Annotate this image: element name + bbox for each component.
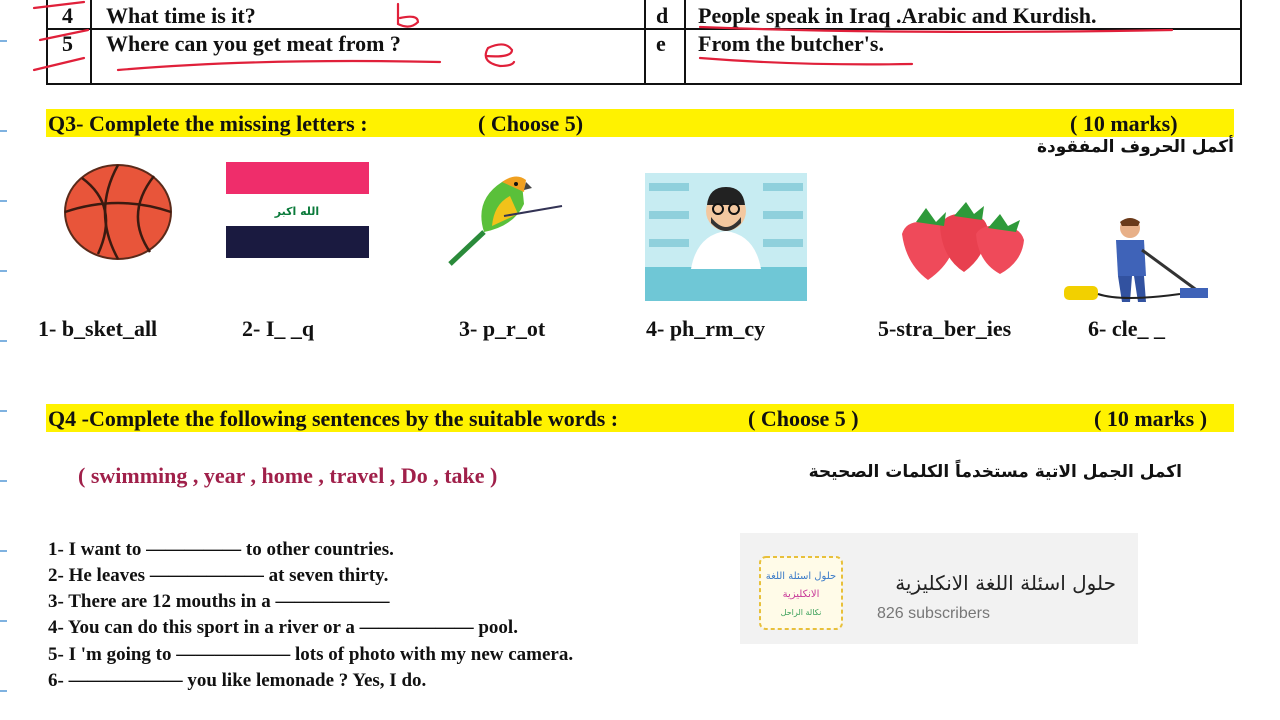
sentence-item [48, 644, 573, 666]
sentence-text: 2- He leaves [48, 565, 150, 586]
basketball-icon [62, 162, 174, 262]
q3-item-caption: 6- cle_ _ [1088, 316, 1165, 341]
strawberries-icon [896, 200, 1032, 284]
iraq-flag-icon [226, 162, 370, 260]
q4-arabic-instruction: اكمل الجمل الاتية مستخدماً الكلمات الصحيحة [808, 462, 1182, 482]
q3-item-caption: 5-stra_ber_ies [878, 316, 1012, 341]
q4-title: Q4 -Complete the following sentences by the suitable words : [48, 406, 619, 431]
channel-name[interactable]: حلول اسئلة اللغة الانكليزية [895, 571, 1116, 595]
q3-choose: ( Choose 5) [478, 111, 584, 136]
sentence-text: pool. [473, 617, 518, 638]
sentence-item [48, 539, 394, 561]
question-text: What time is it? [106, 3, 256, 28]
answer-blank: —————— [275, 591, 390, 612]
sentence-text: 4- You can do this sport in a river or a [48, 617, 360, 638]
row-number: 5 [62, 31, 73, 56]
answer-blank: —————— [359, 617, 474, 638]
channel-avatar[interactable] [758, 555, 844, 631]
sentence-item [48, 591, 389, 613]
q3-header-bar [46, 109, 1234, 137]
subscriber-count: 826 subscribers [877, 605, 990, 622]
avatar-text: حلول اسئلة اللغة [765, 571, 837, 582]
avatar-text: نكالة الراحل [780, 608, 822, 617]
sentence-text: 1- I want to [48, 539, 147, 560]
question-text: Where can you get meat from ? [106, 31, 401, 56]
vacuum-cleaner-icon [1062, 214, 1212, 306]
sentence-text: 5- I 'm going to [48, 644, 177, 665]
sentence-text: 3- There are 12 mouths in a [48, 591, 276, 612]
answer-text: People speak in Iraq .Arabic and Kurdish. [698, 3, 1097, 28]
pharmacist-icon [645, 173, 808, 303]
answer-letter: e [656, 31, 666, 56]
sentence-text: to other countries. [241, 539, 394, 560]
q4-choose: ( Choose 5 ) [748, 406, 859, 431]
q3-marks: ( 10 marks) [1070, 111, 1178, 136]
answer-text: From the butcher's. [698, 31, 884, 56]
q3-arabic-instruction: أكمل الحروف المفقودة [1037, 137, 1234, 157]
sentence-item [48, 617, 518, 639]
answer-letter: d [656, 3, 669, 28]
sentence-item [48, 565, 388, 587]
q3-item-caption: 4- ph_rm_cy [646, 316, 766, 341]
answer-blank: —————— [176, 644, 291, 665]
avatar-text: الانكليزية [782, 589, 820, 600]
q3-title: Q3- Complete the missing letters : [48, 111, 368, 136]
q4-header-bar [46, 404, 1234, 432]
matching-table [46, 0, 1242, 85]
sentence-text: you like lemonade ? Yes, I do. [182, 670, 427, 691]
channel-card[interactable] [740, 533, 1138, 644]
sentence-item [48, 670, 426, 692]
q4-marks: ( 10 marks ) [1094, 406, 1208, 431]
q3-item-caption: 3- p_r_ot [459, 316, 546, 341]
q3-item-caption: 1- b_sket_all [38, 316, 158, 341]
answer-blank: —————— [68, 670, 183, 691]
left-rail [0, 0, 8, 720]
parrot-icon [444, 170, 566, 268]
answer-blank: ————— [146, 539, 242, 560]
sentence-text: at seven thirty. [263, 565, 389, 586]
row-number: 4 [62, 3, 73, 28]
flag-takbir-text: الله اكبر [274, 205, 320, 218]
q3-item-caption: 2- I_ _q [242, 316, 315, 341]
word-bank: ( swimming , year , home , travel , Do , take ) [78, 463, 498, 488]
answer-blank: —————— [149, 565, 264, 586]
sentence-text: 6- [48, 670, 69, 691]
sentence-text: lots of photo with my new camera. [290, 644, 574, 665]
